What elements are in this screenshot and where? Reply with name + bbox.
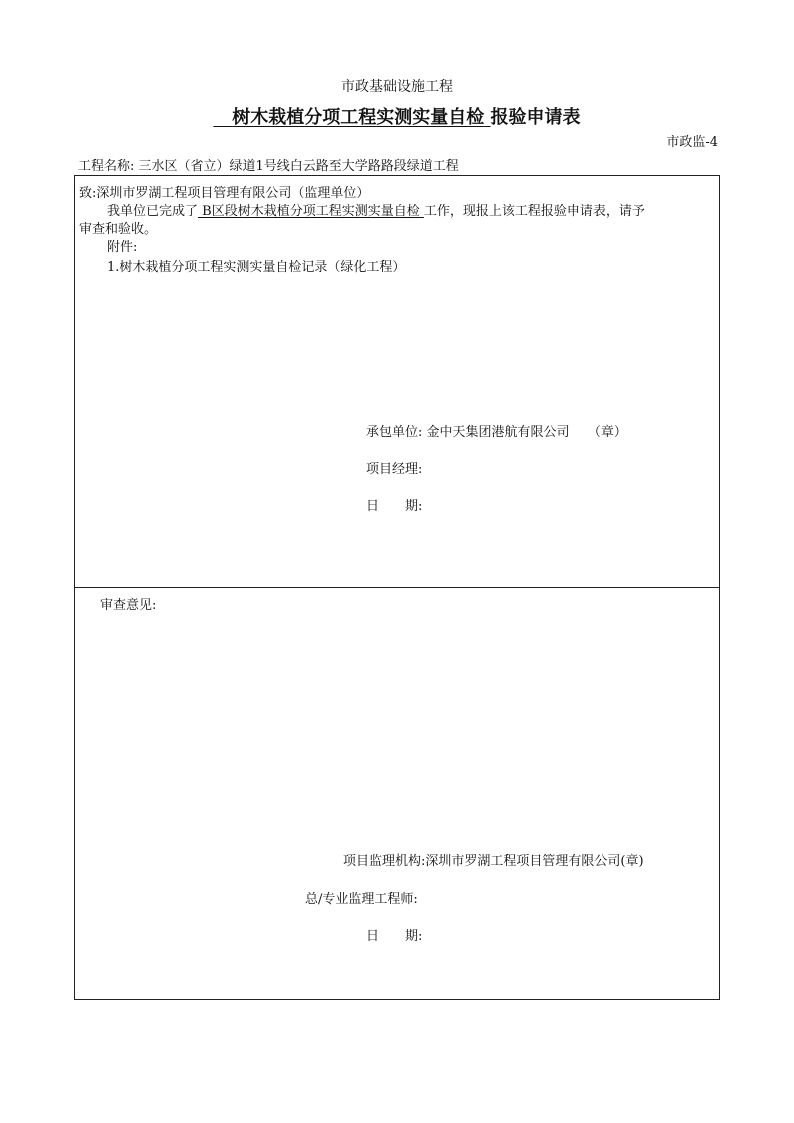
to-row	[79, 182, 369, 201]
supervision-org-label: 项目监理机构:	[343, 854, 426, 869]
body-pre: 我单位已完成了	[107, 204, 199, 219]
contractor-seal: （章）	[587, 425, 627, 440]
project-name-label: 工程名称:	[78, 159, 135, 174]
title-suffix: 报验申请表	[490, 107, 581, 128]
to-value: 深圳市罗湖工程项目管理有限公司（监理单位）	[96, 186, 370, 201]
project-name-row	[78, 155, 459, 174]
contractor-row	[366, 421, 627, 440]
review-opinion-label: 审查意见:	[100, 598, 157, 613]
application-date-label: 日 期:	[366, 499, 423, 514]
supervision-org-row	[343, 850, 644, 869]
form-title	[0, 103, 794, 129]
review-section	[74, 587, 720, 1000]
form-subtitle: 市政基础设施工程	[341, 79, 453, 95]
title-item-underlined	[213, 107, 490, 128]
attachment-item: 1.树木栽植分项工程实测实量自检记录（绿化工程）	[107, 260, 406, 275]
title-blank-pre	[213, 107, 232, 128]
supervising-engineer-label: 总/专业监理工程师:	[305, 892, 418, 907]
contractor-label: 承包单位:	[366, 425, 423, 440]
review-date-label: 日 期:	[366, 929, 423, 944]
contractor-value: 金中天集团港航有限公司	[426, 425, 570, 440]
body-line-1	[107, 200, 645, 219]
application-section	[74, 175, 720, 588]
body-line-2: 审查和验收。	[79, 222, 158, 237]
form-code: 市政监-4	[666, 135, 718, 150]
project-name-value: 三水区（省立）绿道1号线白云路至大学路路段绿道工程	[138, 159, 459, 174]
to-label: 致:	[79, 186, 97, 201]
body-work-item: B区段树木栽植分项工程实测实量自检	[198, 204, 424, 219]
manager-label: 项目经理:	[366, 462, 423, 477]
attachment-label: 附件:	[107, 240, 138, 255]
body-post: 工作，现报上该工程报验申请表，请予	[423, 204, 645, 219]
supervision-org-value: 深圳市罗湖工程项目管理有限公司(章)	[425, 854, 644, 869]
title-item-text: 树木栽植分项工程实测实量自检	[232, 107, 485, 128]
